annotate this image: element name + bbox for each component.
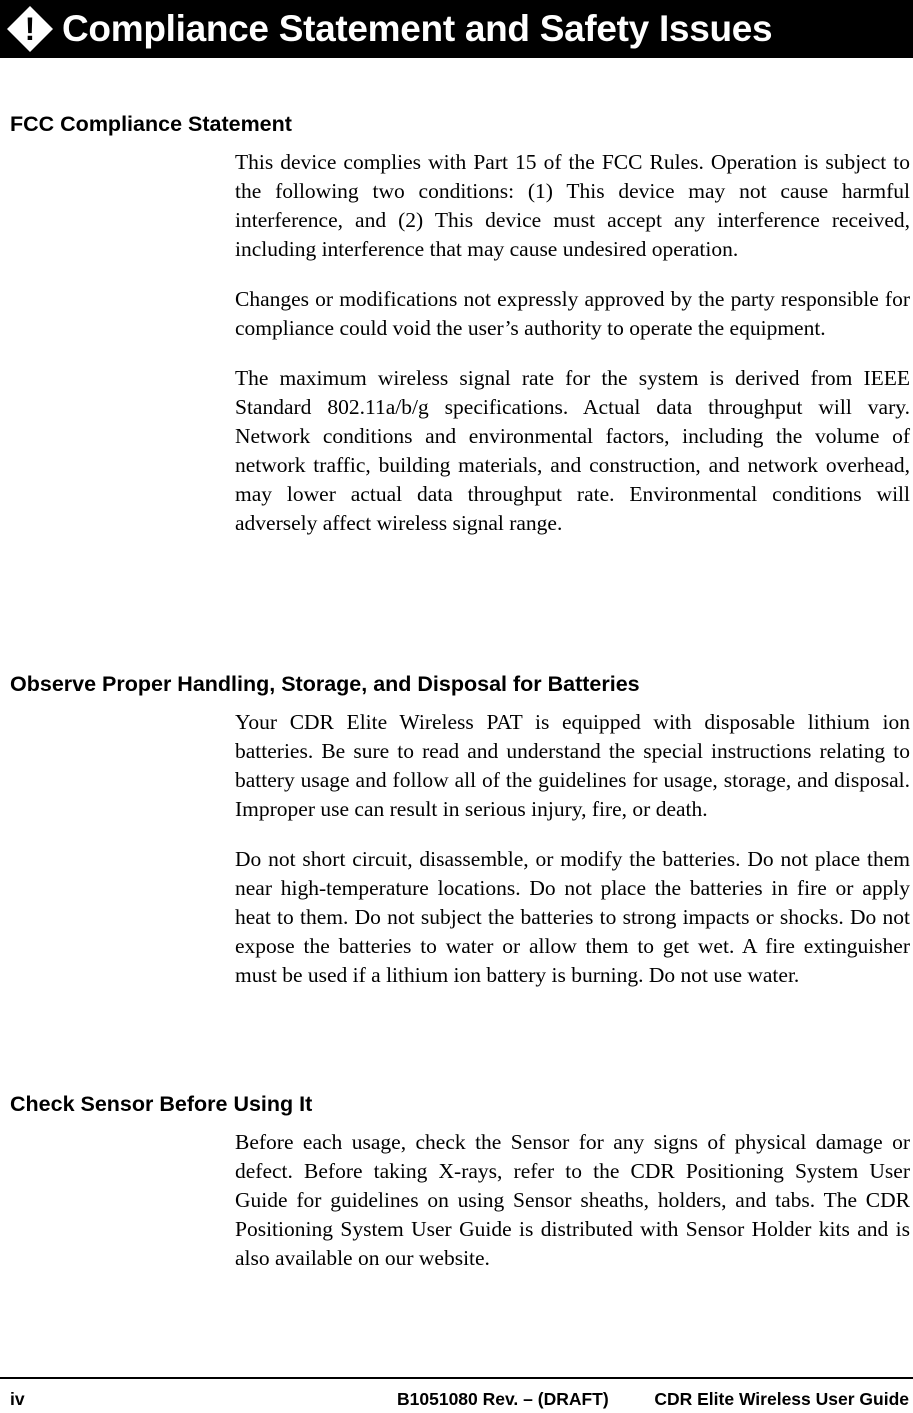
chapter-title-bar bbox=[0, 0, 913, 58]
section-body-fcc bbox=[235, 148, 910, 559]
paragraph: This device complies with Part 15 of the FCC Rules. Operation is subject to the following two conditions: (1) This device may not cause harmful interference, and (2) This device must accept any interference received, including interference that may cause undesired operation. bbox=[235, 150, 910, 261]
section-body-sensor bbox=[235, 1128, 910, 1294]
footer-guide-title: CDR Elite Wireless User Guide bbox=[654, 1389, 909, 1409]
section-heading-sensor: Check Sensor Before Using It bbox=[10, 1092, 313, 1116]
paragraph: The maximum wireless signal rate for the system is derived from IEEE Standard 802.11a/b/g specifications. Actual data throughput will vary. Network conditions and environmental factors, including the volume of network traffic, building materials, and construction, and network overhead, may lower actual data throughput rate. Environmental conditions will adversely affect wireless signal range. bbox=[235, 366, 910, 535]
paragraph: Do not short circuit, disassemble, or modify the batteries. Do not place them near high-temperature locations. Do not place the batteries in fire or apply heat to them. Do not subject the batteries to strong impacts or shocks. Do not expose the batteries to water or allow them to get wet. A fire extinguisher must be used if a lithium ion battery is burning. Do not use water. bbox=[235, 847, 910, 987]
section-heading-fcc: FCC Compliance Statement bbox=[10, 112, 292, 136]
section-body-batteries bbox=[235, 708, 910, 1011]
paragraph: Your CDR Elite Wireless PAT is equipped with disposable lithium ion batteries. Be sure to read and understand the special instructions relating to battery usage and follow all of the guidelines for usage, storage, and disposal. Improper use can result in serious injury, fire, or death. bbox=[235, 710, 910, 821]
paragraph: Changes or modifications not expressly approved by the party responsible for compliance could void the user’s authority to operate the equipment. bbox=[235, 287, 910, 340]
paragraph: Before each usage, check the Sensor for any signs of physical damage or defect. Before taking X-rays, refer to the CDR Positioning System User Guide for guidelines on using Sensor sheaths, holders, and tabs. The CDR Positioning System User Guide is distributed with Sensor Holder kits and is also available on our website. bbox=[235, 1130, 910, 1270]
footer-divider bbox=[0, 1377, 913, 1379]
warning-glyph: ! bbox=[24, 11, 36, 47]
footer-document-number: B1051080 Rev. – (DRAFT) bbox=[397, 1389, 609, 1409]
footer-page-number: iv bbox=[10, 1389, 25, 1409]
page-title: Compliance Statement and Safety Issues bbox=[62, 8, 773, 49]
warning-diamond-icon bbox=[4, 3, 56, 55]
section-heading-batteries: Observe Proper Handling, Storage, and Disposal for Batteries bbox=[10, 672, 640, 696]
